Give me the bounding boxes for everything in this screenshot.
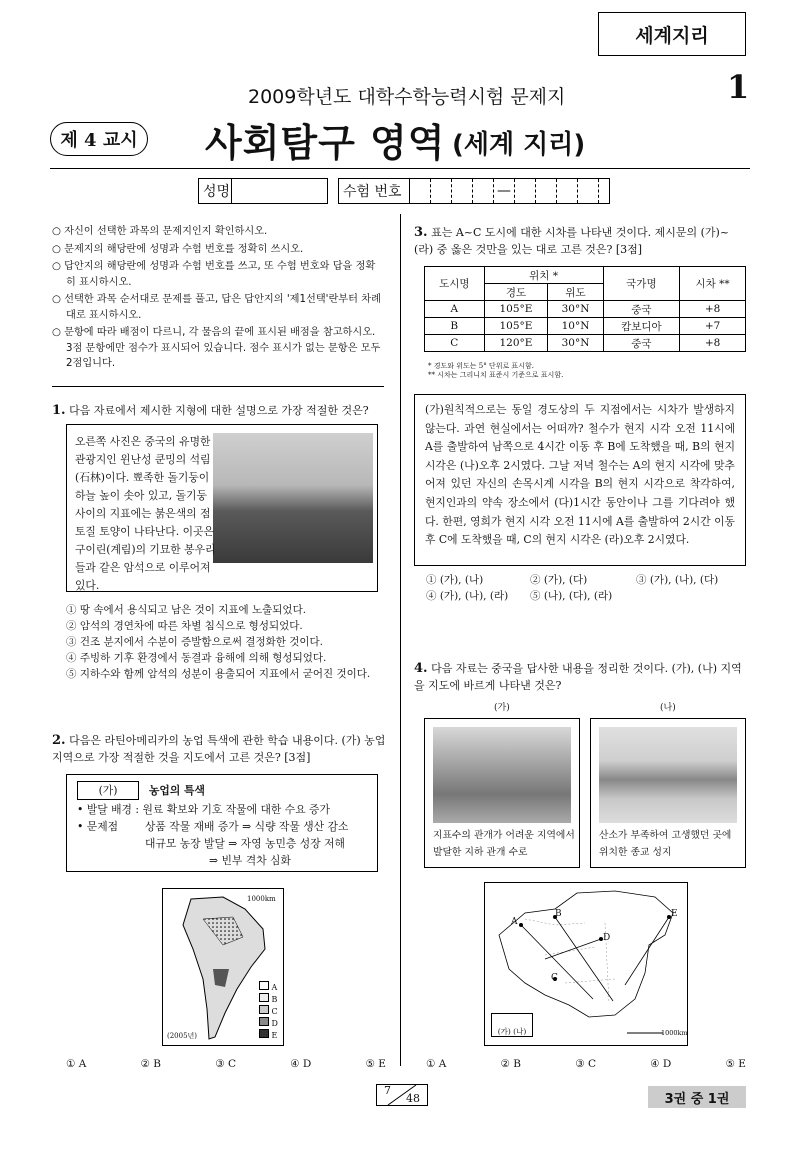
q3-note: * 경도와 위도는 5° 단위로 표시함. — [428, 362, 534, 370]
q3-options — [426, 572, 746, 604]
q3-stem — [414, 224, 748, 258]
volume-label: 3권 중 1권 — [648, 1086, 746, 1108]
q4-caption-ga: 지표수의 관개가 어려운 지역에서 발달한 지하 관개 수로 — [433, 830, 575, 858]
instruction-item: ○ 문항에 따라 배점이 다르니, 각 물음의 끝에 표시된 배점을 참고하시오. 3점 문항에만 점수가 표시되어 있습니다. 점수 표시가 없는 문항은 모두 2점입니다. — [52, 327, 381, 369]
q2-answers — [66, 1056, 386, 1072]
current-page: 7 — [384, 1084, 391, 1097]
china-label-b: B — [555, 909, 562, 919]
table-row: A 105°E 30°N 중국 +8 — [425, 301, 746, 318]
q3-passage: (가)원칙적으로는 동일 경도상의 두 지점에서는 시차가 발생하지 않는다. 과연 현실에서는 어떠까? 철수가 현지 시각 오전 11시에 A를 출발하여 남쪽으로 4시간 이동 후 B에 도착했을 때, B의 현지 시각은 (나)오후 2시였다. 그날 저녁 철수는 A의 현지 시각에 맞추어져 있던 자신의 손목시계 시각을 B의 현지 시각으로 착각하여, 현지인과의 약속 장소에서 (다)1시간 동안이나 그를 기다려야 했다. 한편, 영희가 현지 시각 오전 11시에 A를 출발하여 2시간 이동 후 C에 도착했을 때, C의 현지 시각은 (라)오후 2시였다. — [425, 403, 735, 547]
q2-line4: ⇒ 빈부 격차 심화 — [209, 854, 291, 867]
name-label: 성명 — [198, 178, 232, 204]
q3-passage-box — [414, 394, 746, 566]
q1-option[interactable]: ② 암석의 경연차에 따른 차별 침식으로 형성되었다. — [66, 620, 303, 632]
q4-caption-na: 산소가 부족하여 고생했던 곳에 위치한 종교 성지 — [599, 830, 732, 858]
column-divider — [400, 214, 401, 1066]
china-label-e: E — [671, 909, 678, 919]
exam-number-field[interactable] — [410, 178, 610, 204]
q2-line1: • 발달 배경 : 원료 확보와 기호 작물에 대한 수요 증가 — [77, 803, 330, 816]
header-rule — [50, 168, 750, 169]
q3-option[interactable]: ② (가), (다) — [530, 574, 588, 586]
table-row: B 105°E 10°N 캄보디아 +7 — [425, 318, 746, 335]
q4-photo-box-na — [590, 718, 746, 868]
q1-passage-box — [66, 424, 378, 592]
sa-map-year: (2005년) — [167, 1032, 198, 1040]
china-map — [484, 882, 688, 1046]
china-map-legend: (가) (나) — [491, 1013, 533, 1037]
q3-stem-text: 표는 A~C 도시에 대한 시차를 나타낸 것이다. 제시문의 (가)~(라) 중 옳은 것만을 있는 대로 고른 것은? [3점] — [414, 226, 730, 256]
exam-number-dash: — — [494, 179, 515, 203]
instruction-item: ○ 문제지의 해당란에 성명과 수험 번호를 정확히 쓰시오. — [52, 243, 304, 255]
q2-box-title: 농업의 특색 — [149, 784, 205, 797]
potala-palace-photo — [599, 727, 737, 823]
q4-answer[interactable]: ③ C — [575, 1058, 596, 1070]
q4-answer[interactable]: ① A — [426, 1058, 447, 1070]
q1-option[interactable]: ⑤ 지하수와 함께 암석의 성분이 용출되어 지표에서 굳어진 것이다. — [66, 668, 371, 680]
q4-answers — [426, 1056, 746, 1072]
q3-option[interactable]: ① (가), (나) — [426, 574, 484, 586]
id-row — [198, 178, 610, 204]
q3-option[interactable]: ④ (가), (나), (라) — [426, 590, 509, 602]
q1-options — [66, 602, 386, 682]
instructions — [52, 224, 384, 374]
th-lon: 경도 — [484, 284, 548, 301]
th-lat: 위도 — [548, 284, 603, 301]
q3-option[interactable]: ③ (가), (나), (다) — [636, 574, 719, 586]
area-subject: (세계 지리) — [452, 130, 586, 160]
q3-number: 3. — [414, 225, 428, 240]
china-label-d: D — [603, 933, 611, 943]
q4-photo-box-ga — [424, 718, 580, 868]
exam-title: 2009학년도 대학수학능력시험 문제지 — [248, 86, 566, 108]
instruction-item: ○ 답안지의 해당란에 성명과 수험 번호를 쓰고, 또 수험 번호와 답을 정확히 표시하시오. — [52, 261, 376, 288]
q3-note: ** 시차는 그리니치 표준시 기준으로 표시함. — [428, 371, 564, 379]
q2-answer[interactable]: ⑤ E — [365, 1058, 386, 1070]
south-america-map — [162, 888, 284, 1046]
q1-option[interactable]: ① 땅 속에서 용식되고 남은 것이 지표에 노출되었다. — [66, 604, 307, 616]
q4-answer[interactable]: ⑤ E — [725, 1058, 746, 1070]
q1-passage: 오른쪽 사진은 중국의 유명한 관광지인 윈난성 쿤밍의 석림(石林)이다. 뾰족한 돌기둥이 하늘 높이 솟아 있고, 돌기둥 사이의 지표에는 붉은색의 점토질 토양이 나타난다. 이곳은 구이린(계림)의 기묘한 봉우리들과 같은 암석으로 이루어져 있다. — [75, 435, 216, 592]
th-city: 도시명 — [425, 267, 485, 301]
q2-answer[interactable]: ② B — [140, 1058, 161, 1070]
session-badge: 제 4 교시 — [50, 122, 148, 156]
th-country: 국가명 — [603, 267, 680, 301]
q2-stem — [52, 732, 392, 766]
sa-map-legend: A B C D E — [259, 981, 278, 1041]
q4-number: 4. — [414, 661, 428, 676]
instructions-rule — [52, 386, 384, 387]
q1-stem-text: 다음 자료에서 제시한 지형에 대한 설명으로 가장 적절한 것은? — [69, 404, 369, 417]
q2-line2a: • 문제점 — [77, 820, 119, 833]
q3-table — [424, 266, 746, 352]
q2-line2b: 상품 작물 재배 증가 ⇒ 식량 작물 생산 감소 — [145, 820, 349, 833]
th-diff: 시차 ** — [680, 267, 746, 301]
page-counter — [376, 1084, 428, 1106]
exam-number-label: 수험 번호 — [338, 178, 410, 204]
china-label-c: C — [551, 973, 558, 983]
instruction-item: ○ 자신이 선택한 과목의 문제지인지 확인하시오. — [52, 226, 268, 237]
q2-number: 2. — [52, 733, 66, 748]
area-title: 사회탐구 영역 — [205, 121, 446, 165]
q4-answer[interactable]: ④ D — [650, 1058, 672, 1070]
page-number: 1 — [727, 68, 750, 106]
q4-label-na: (나) — [660, 703, 676, 713]
q4-answer[interactable]: ② B — [500, 1058, 521, 1070]
q2-answer[interactable]: ③ C — [215, 1058, 236, 1070]
sa-map-scale: 1000km — [247, 895, 276, 903]
q1-option[interactable]: ④ 주빙하 기후 환경에서 동결과 융해에 의해 형성되었다. — [66, 652, 327, 664]
th-location: 위치 * — [484, 267, 603, 284]
total-pages: 48 — [406, 1092, 420, 1105]
q2-stem-text: 다음은 라틴아메리카의 농업 특색에 관한 학습 내용이다. (가) 농업 지역으로 가장 적절한 것을 지도에서 고른 것은? [3점] — [52, 734, 386, 764]
q4-stem — [414, 660, 748, 694]
name-field[interactable] — [232, 178, 328, 204]
instruction-item: ○ 선택한 과목 순서대로 문제를 풀고, 답은 답안지의 '제1선택'란부터 차례대로 표시하시오. — [52, 294, 381, 321]
q3-notes — [428, 362, 563, 380]
china-map-scale: 1000km — [661, 1029, 688, 1037]
q2-answer[interactable]: ① A — [66, 1058, 87, 1070]
q2-info-box — [66, 774, 378, 872]
china-label-a: A — [511, 917, 518, 927]
q1-stem — [52, 402, 392, 419]
subject-box: 세계지리 — [598, 12, 746, 56]
q2-line3: 대규모 농장 발달 ⇒ 자영 농민층 성장 저해 — [145, 837, 345, 850]
karez-photo — [433, 727, 571, 823]
q1-option[interactable]: ③ 건조 분지에서 수분이 증발함으로써 결정화한 것이다. — [66, 636, 324, 648]
q4-label-ga: (가) — [494, 703, 510, 713]
q3-option[interactable]: ⑤ (나), (다), (라) — [530, 590, 613, 602]
q2-box-label: (가) — [77, 781, 139, 800]
q1-number: 1. — [52, 403, 66, 418]
q2-answer[interactable]: ④ D — [290, 1058, 312, 1070]
table-row: C 120°E 30°N 중국 +8 — [425, 335, 746, 352]
q4-stem-text: 다음 자료는 중국을 답사한 내용을 정리한 것이다. (가), (나) 지역을 지도에 바르게 나타낸 것은? — [414, 662, 742, 692]
